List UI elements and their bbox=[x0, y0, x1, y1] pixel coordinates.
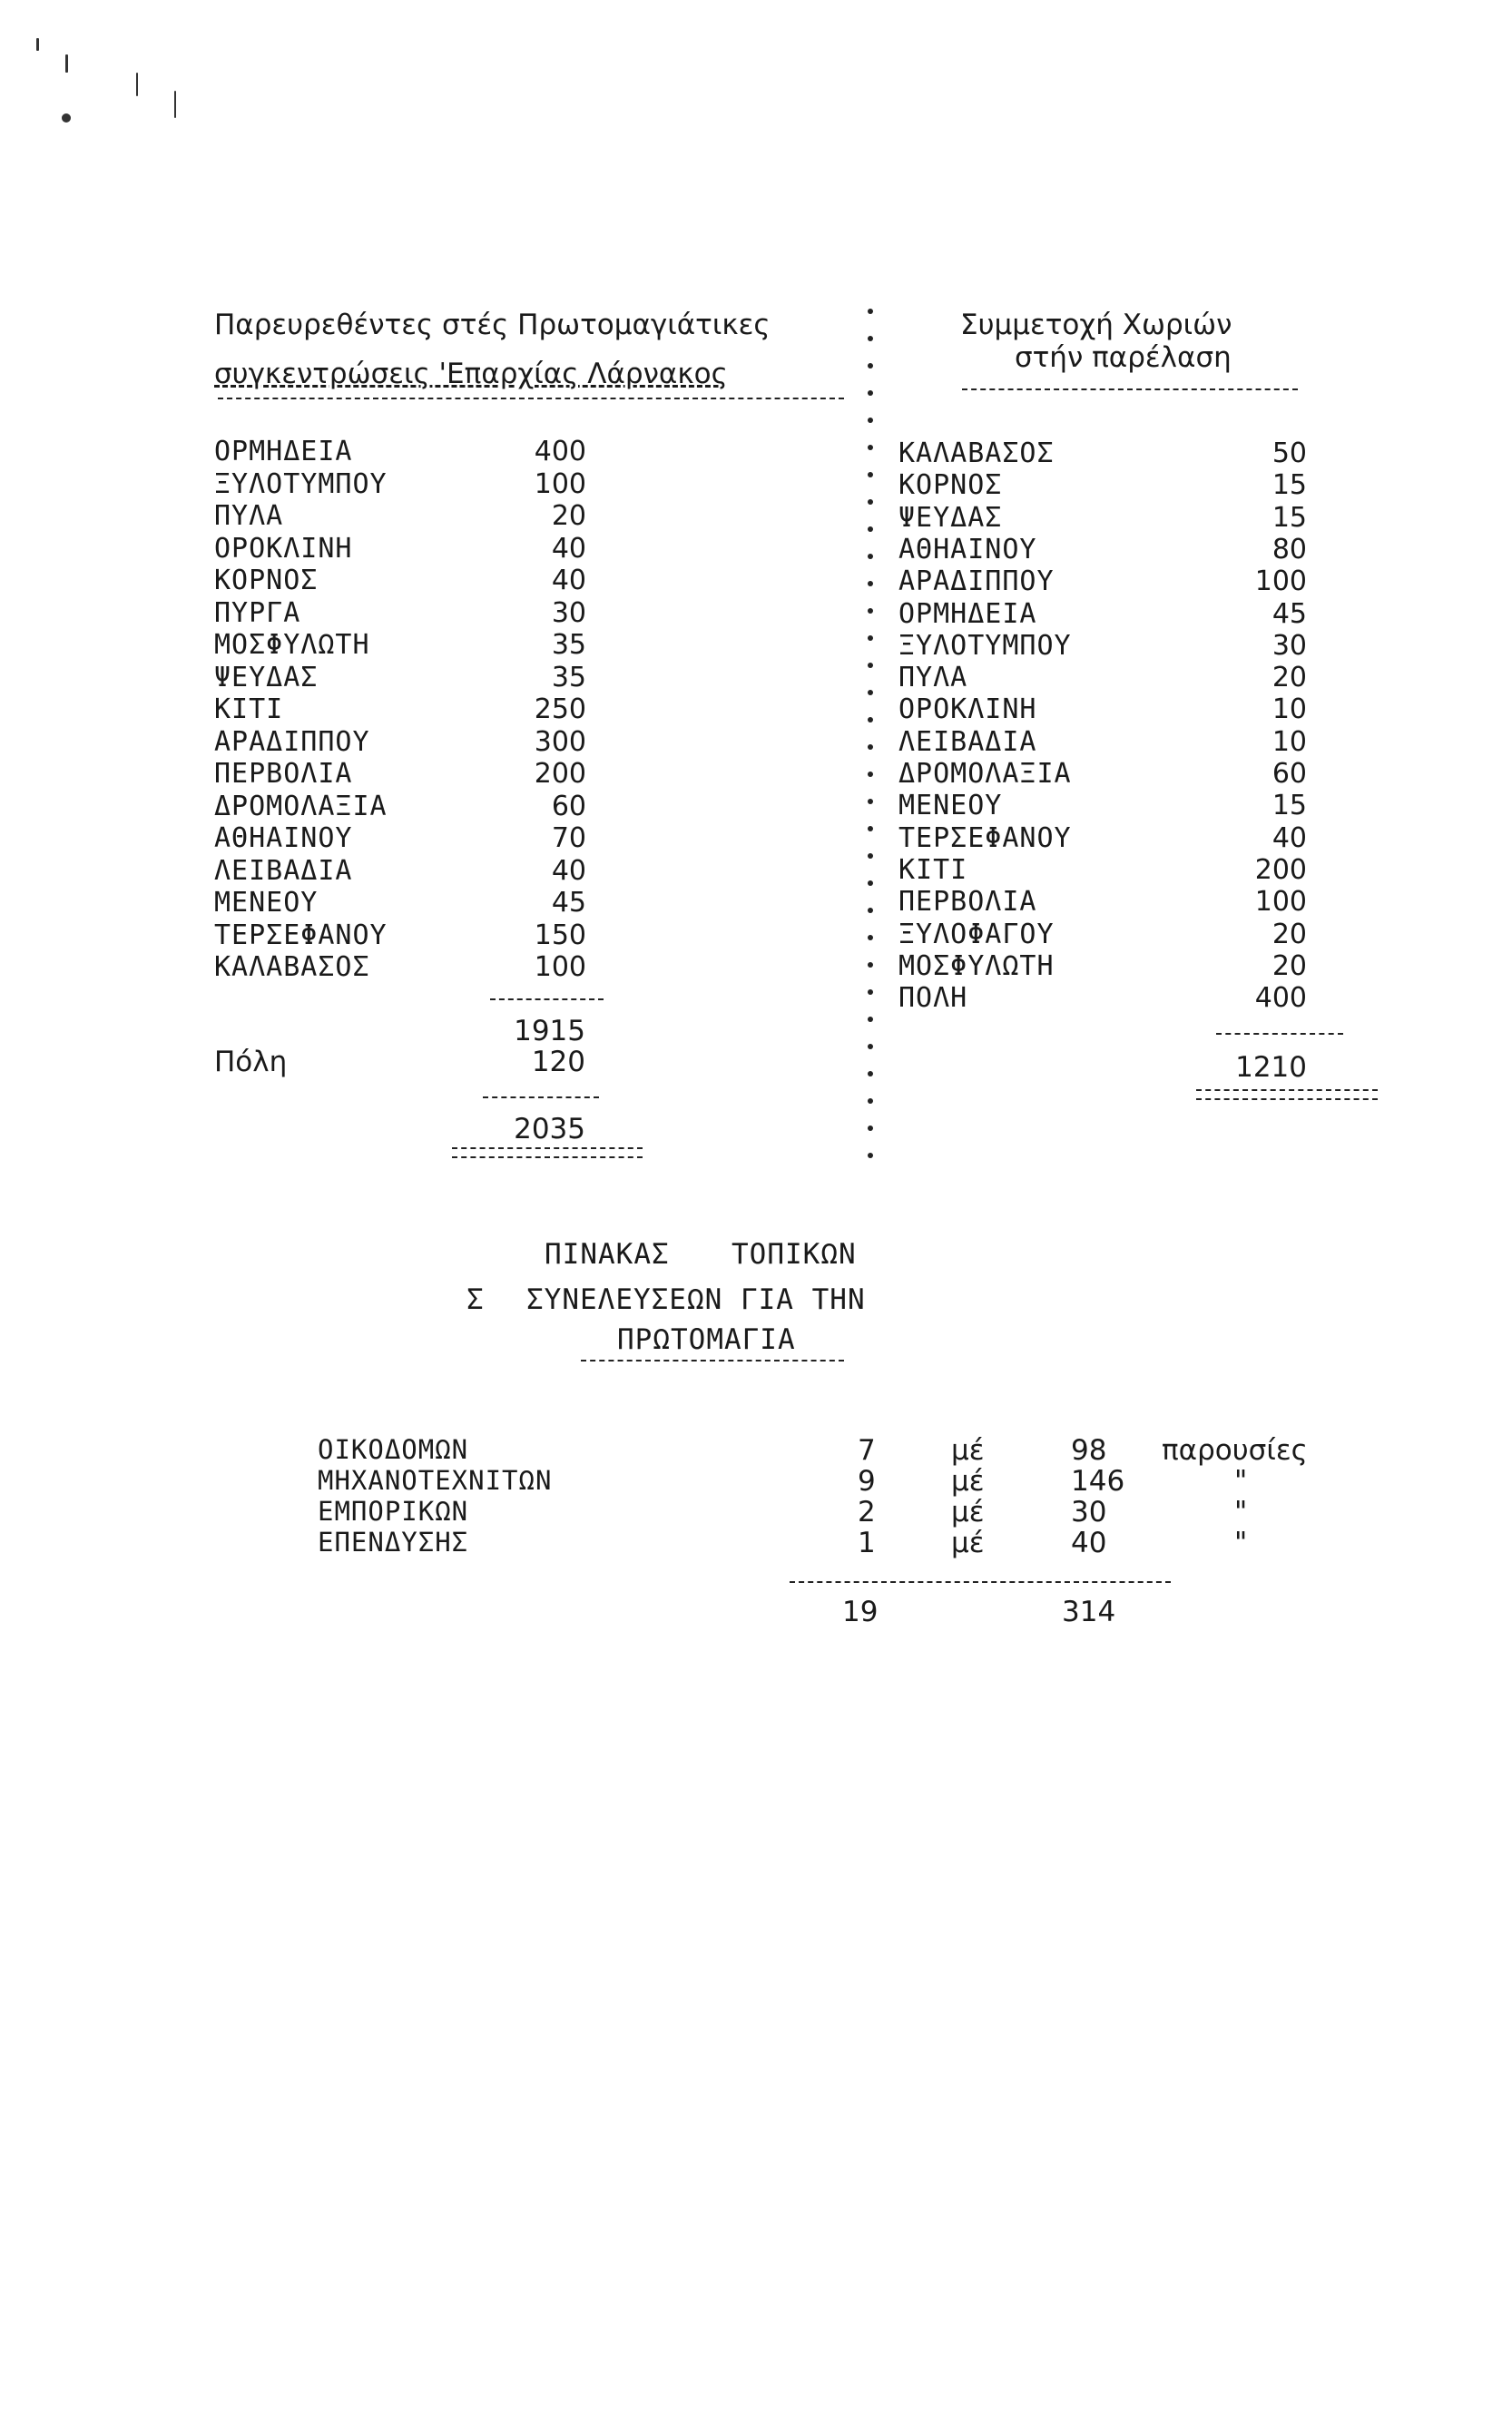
bottom-row-attendees: 30 bbox=[1071, 1496, 1107, 1529]
right-row-value: 40 bbox=[1271, 821, 1307, 854]
right-row bbox=[898, 630, 1307, 663]
right-row-value: 20 bbox=[1271, 949, 1307, 982]
bottom-total-count: 19 bbox=[842, 1596, 879, 1628]
separator-dot bbox=[868, 1098, 873, 1104]
left-row-name: ΚΑΛΑΒΑΣΟΣ bbox=[214, 951, 370, 983]
bottom-title-prefix: Σ bbox=[466, 1283, 484, 1316]
right-row bbox=[898, 919, 1307, 951]
right-row bbox=[898, 469, 1307, 502]
right-row bbox=[898, 534, 1307, 566]
left-row bbox=[214, 822, 586, 855]
separator-dot bbox=[868, 853, 873, 859]
right-row-value: 100 bbox=[1254, 565, 1307, 598]
left-row-name: ΟΡΜΗΔΕΙΑ bbox=[214, 436, 353, 467]
right-row-name: ΜΟΣΦΥΛΩΤΗ bbox=[898, 949, 1055, 982]
bottom-row bbox=[0, 1465, 1512, 1498]
separator-dot bbox=[868, 336, 873, 341]
right-header-line2: στήν παρέλαση bbox=[1015, 341, 1232, 374]
scan-speck bbox=[65, 54, 68, 73]
bottom-row bbox=[0, 1496, 1512, 1529]
separator-dot bbox=[868, 581, 873, 586]
left-row-name: ΚΙΤΙ bbox=[214, 693, 284, 725]
right-row-name: ΤΕΡΣΕΦΑΝΟΥ bbox=[898, 821, 1072, 854]
scan-speck bbox=[62, 113, 71, 123]
right-row-name: ΠΥΛΑ bbox=[898, 662, 968, 694]
right-row bbox=[898, 437, 1307, 470]
right-row-name: ΟΡΜΗΔΕΙΑ bbox=[898, 597, 1037, 630]
left-total-underline2 bbox=[452, 1156, 643, 1158]
bottom-row-name: ΕΜΠΟΡΙΚΩΝ bbox=[318, 1496, 469, 1527]
left-total: 2035 bbox=[514, 1113, 585, 1145]
right-row bbox=[898, 502, 1307, 535]
right-row-value: 15 bbox=[1271, 790, 1307, 822]
separator-dot bbox=[868, 499, 873, 505]
left-header-line1: Παρευρεθέντες στές Πρωτομαγιάτικες bbox=[214, 309, 771, 341]
bottom-total-rule bbox=[790, 1581, 1171, 1583]
left-row bbox=[214, 629, 586, 662]
left-row bbox=[214, 500, 586, 533]
left-row bbox=[214, 565, 586, 597]
right-row-value: 60 bbox=[1271, 758, 1307, 790]
separator-dot bbox=[868, 1044, 873, 1049]
left-row bbox=[214, 468, 586, 501]
bottom-title-word2: ΤΟΠΙΚΩΝ bbox=[731, 1238, 857, 1271]
right-row-value: 15 bbox=[1271, 501, 1307, 534]
left-row bbox=[214, 887, 586, 919]
right-header-underline bbox=[962, 388, 1298, 390]
left-row-name: ΠΕΡΒΟΛΙΑ bbox=[214, 758, 353, 790]
right-row-value: 15 bbox=[1271, 469, 1307, 502]
bottom-total-attendees: 314 bbox=[1062, 1596, 1116, 1628]
separator-dot bbox=[868, 472, 873, 477]
right-total-rule bbox=[1216, 1033, 1343, 1035]
right-row bbox=[898, 726, 1307, 759]
bottom-row-attendees: 40 bbox=[1071, 1527, 1107, 1559]
left-row-name: ΟΡΟΚΛΙΝΗ bbox=[214, 532, 353, 565]
left-city-label: Πόλη bbox=[214, 1046, 288, 1078]
bottom-title-underline bbox=[581, 1360, 844, 1361]
right-row-name: ΚΙΤΙ bbox=[898, 853, 968, 886]
right-row-name: ΠΕΡΒΟΛΙΑ bbox=[898, 886, 1037, 919]
right-row-name: ΠΟΛΗ bbox=[898, 982, 968, 1015]
left-row-value: 300 bbox=[534, 725, 586, 758]
left-row-name: ΑΡΑΔΙΠΠΟΥ bbox=[214, 725, 370, 758]
bottom-row-me: μέ bbox=[951, 1527, 985, 1559]
bottom-row bbox=[0, 1527, 1512, 1559]
separator-dot bbox=[868, 935, 873, 940]
bottom-row-count: 1 bbox=[858, 1527, 876, 1559]
bottom-row-suffix: παρουσίες bbox=[1162, 1434, 1308, 1467]
right-row-value: 20 bbox=[1271, 662, 1307, 694]
right-row bbox=[898, 950, 1307, 983]
left-row-value: 400 bbox=[534, 436, 586, 467]
separator-dot bbox=[868, 880, 873, 886]
separator-dot bbox=[868, 962, 873, 968]
right-row-value: 10 bbox=[1271, 693, 1307, 726]
separator-dot bbox=[868, 717, 873, 723]
right-row bbox=[898, 758, 1307, 791]
left-row-name: ΚΟΡΝΟΣ bbox=[214, 565, 319, 596]
right-row bbox=[898, 982, 1307, 1015]
separator-dot bbox=[868, 1153, 873, 1158]
bottom-row-me: μέ bbox=[951, 1496, 985, 1529]
separator-dot bbox=[868, 1017, 873, 1022]
separator-dot bbox=[868, 1071, 873, 1076]
right-row-value: 50 bbox=[1271, 437, 1307, 469]
right-row-name: ΔΡΟΜΟΛΑΞΙΑ bbox=[898, 758, 1072, 790]
bottom-row-count: 2 bbox=[858, 1496, 876, 1529]
bottom-row-me: μέ bbox=[951, 1465, 985, 1498]
separator-dot bbox=[868, 363, 873, 369]
left-row-value: 35 bbox=[551, 661, 586, 693]
left-row-value: 100 bbox=[534, 951, 586, 983]
left-row-value: 45 bbox=[551, 887, 586, 919]
right-row-value: 45 bbox=[1271, 597, 1307, 630]
separator-dot bbox=[868, 772, 873, 777]
left-row bbox=[214, 597, 586, 630]
bottom-title-line2: ΣΥΝΕΛΕΥΣΕΩΝ ΓΙΑ ΤΗΝ bbox=[526, 1283, 866, 1316]
right-row-name: ΜΕΝΕΟΥ bbox=[898, 790, 1003, 822]
right-row-name: ΟΡΟΚΛΙΝΗ bbox=[898, 693, 1037, 726]
right-row bbox=[898, 854, 1307, 887]
right-row-value: 20 bbox=[1271, 918, 1307, 950]
right-header-line1: Συμμετοχή Χωριών bbox=[960, 309, 1232, 341]
left-row-value: 40 bbox=[551, 532, 586, 565]
left-row-name: ΠΥΛΑ bbox=[214, 500, 284, 532]
left-row-value: 200 bbox=[534, 758, 586, 790]
right-row-name: ΞΥΛΟΦΑΓΟΥ bbox=[898, 918, 1055, 950]
separator-dot bbox=[868, 635, 873, 641]
left-row-name: ΨΕΥΔΑΣ bbox=[214, 661, 319, 693]
right-row-value: 80 bbox=[1271, 533, 1307, 565]
separator-dot bbox=[868, 663, 873, 668]
bottom-row bbox=[0, 1434, 1512, 1467]
left-row bbox=[214, 791, 586, 823]
left-row-name: ΑΘΗΑΙΝΟΥ bbox=[214, 822, 353, 854]
left-row bbox=[214, 693, 586, 726]
separator-dot bbox=[868, 526, 873, 532]
scan-speck bbox=[174, 91, 176, 118]
right-row-name: ΚΑΛΑΒΑΣΟΣ bbox=[898, 437, 1055, 469]
right-row-value: 10 bbox=[1271, 725, 1307, 758]
right-row-name: ΛΕΙΒΑΔΙΑ bbox=[898, 725, 1037, 758]
right-row bbox=[898, 662, 1307, 694]
left-row-value: 30 bbox=[551, 596, 586, 629]
scan-speck bbox=[136, 73, 138, 96]
right-row-name: ΨΕΥΔΑΣ bbox=[898, 501, 1003, 534]
separator-dot bbox=[868, 390, 873, 396]
left-subtotal: 1915 bbox=[514, 1015, 585, 1047]
left-row bbox=[214, 758, 586, 791]
right-total: 1210 bbox=[1235, 1051, 1307, 1084]
right-row bbox=[898, 565, 1307, 598]
bottom-title-word1: ΠΙΝΑΚΑΣ bbox=[545, 1238, 670, 1271]
bottom-row-suffix: " bbox=[1234, 1465, 1248, 1498]
right-total-underline2 bbox=[1196, 1098, 1378, 1100]
bottom-row-me: μέ bbox=[951, 1434, 985, 1467]
bottom-row-name: ΕΠΕΝΔΥΣΗΣ bbox=[318, 1527, 469, 1558]
separator-dot bbox=[868, 554, 873, 559]
bottom-row-suffix: " bbox=[1234, 1496, 1248, 1529]
left-row-value: 35 bbox=[551, 629, 586, 661]
bottom-row-count: 9 bbox=[858, 1465, 876, 1498]
left-row-value: 60 bbox=[551, 790, 586, 822]
left-row-value: 70 bbox=[551, 822, 586, 854]
left-row-value: 150 bbox=[534, 919, 586, 951]
left-row-name: ΤΕΡΣΕΦΑΝΟΥ bbox=[214, 919, 388, 951]
left-row bbox=[214, 951, 586, 984]
left-header-line2: συγκεντρώσεις 'Επαρχίας Λάρνακος bbox=[214, 358, 728, 390]
right-total-underline1 bbox=[1196, 1089, 1378, 1091]
right-row bbox=[898, 790, 1307, 822]
left-row-name: ΜΕΝΕΟΥ bbox=[214, 887, 319, 919]
left-row bbox=[214, 533, 586, 565]
left-row-value: 40 bbox=[551, 565, 586, 596]
scan-speck bbox=[36, 38, 39, 51]
left-row bbox=[214, 726, 586, 759]
bottom-row-attendees: 98 bbox=[1071, 1434, 1107, 1467]
left-row-name: ΠΥΡΓΑ bbox=[214, 596, 301, 629]
left-row-name: ΛΕΙΒΑΔΙΑ bbox=[214, 854, 353, 887]
right-row-value: 200 bbox=[1254, 853, 1307, 886]
right-row bbox=[898, 822, 1307, 855]
separator-dot bbox=[868, 309, 873, 314]
separator-dot bbox=[868, 989, 873, 995]
right-row-value: 400 bbox=[1254, 982, 1307, 1015]
left-row-name: ΜΟΣΦΥΛΩΤΗ bbox=[214, 629, 370, 661]
bottom-row-name: ΜΗΧΑΝΟΤΕΧΝΙΤΩΝ bbox=[318, 1465, 553, 1496]
left-row-value: 40 bbox=[551, 854, 586, 887]
right-row-name: ΞΥΛΟΤΥΜΠΟΥ bbox=[898, 629, 1072, 662]
separator-dot bbox=[868, 608, 873, 614]
left-total-rule bbox=[483, 1096, 599, 1098]
right-row-name: ΑΘΗΑΙΝΟΥ bbox=[898, 533, 1037, 565]
left-row-name: ΔΡΟΜΟΛΑΞΙΑ bbox=[214, 790, 388, 822]
bottom-title-line3: ΠΡΩΤΟΜΑΓΙΑ bbox=[617, 1323, 796, 1356]
separator-dot bbox=[868, 445, 873, 450]
left-row bbox=[214, 662, 586, 694]
left-row bbox=[214, 436, 586, 468]
left-row-value: 20 bbox=[551, 500, 586, 532]
bottom-row-count: 7 bbox=[858, 1434, 876, 1467]
right-row bbox=[898, 886, 1307, 919]
left-row bbox=[214, 855, 586, 888]
left-row-value: 100 bbox=[534, 467, 586, 500]
separator-dot bbox=[868, 690, 873, 695]
bottom-row-suffix: " bbox=[1234, 1527, 1248, 1559]
right-row-name: ΚΟΡΝΟΣ bbox=[898, 469, 1003, 502]
left-city-value: 120 bbox=[531, 1046, 585, 1078]
left-row-name: ΞΥΛΟΤΥΜΠΟΥ bbox=[214, 467, 388, 500]
right-row-value: 100 bbox=[1254, 886, 1307, 919]
left-subtotal-rule bbox=[490, 998, 604, 1000]
left-row-value: 250 bbox=[534, 693, 586, 725]
separator-dot bbox=[868, 744, 873, 750]
separator-dot bbox=[868, 799, 873, 804]
left-total-underline1 bbox=[452, 1147, 643, 1149]
left-header-underline bbox=[218, 398, 844, 399]
right-row-value: 30 bbox=[1271, 629, 1307, 662]
column-separator bbox=[868, 309, 873, 1180]
separator-dot bbox=[868, 418, 873, 423]
bottom-row-name: ΟΙΚΟΔΟΜΩΝ bbox=[318, 1434, 469, 1465]
right-row bbox=[898, 693, 1307, 726]
separator-dot bbox=[868, 826, 873, 831]
right-row bbox=[898, 598, 1307, 631]
bottom-row-attendees: 146 bbox=[1071, 1465, 1125, 1498]
separator-dot bbox=[868, 1126, 873, 1131]
right-row-name: ΑΡΑΔΙΠΠΟΥ bbox=[898, 565, 1055, 598]
separator-dot bbox=[868, 908, 873, 913]
left-row bbox=[214, 919, 586, 952]
